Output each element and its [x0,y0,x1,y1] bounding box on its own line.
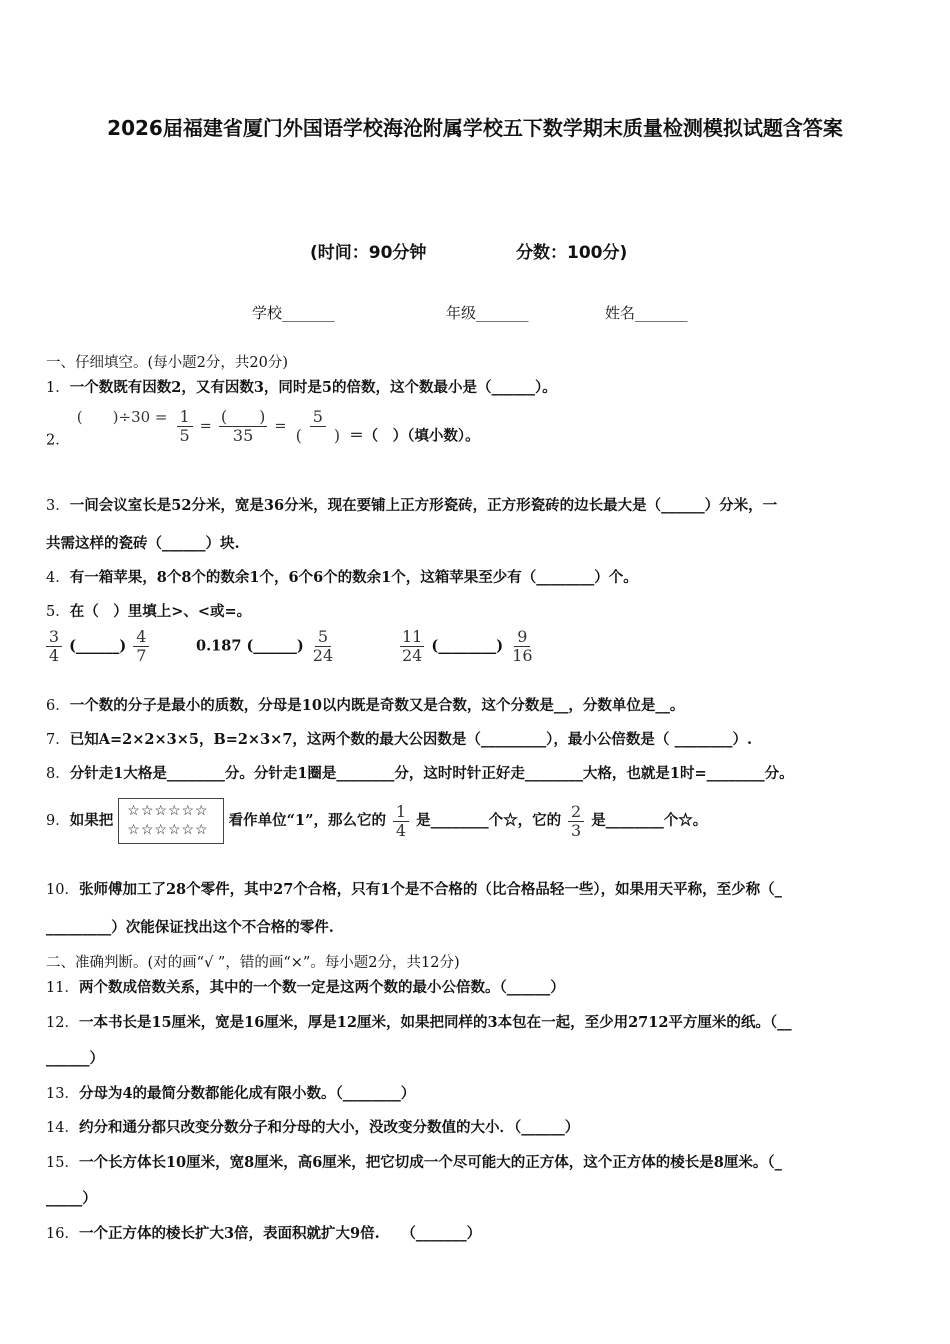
fraction-5-blank: $\frac{5}{( )}$ [295,407,341,445]
question-text: 张师傅加工了28个零件，其中27个合格，只有1个是不合格的（比合格品轻一些），如果用天平称，至少称（_ [78,881,782,898]
compare-blank: (______) [246,637,304,655]
stars-box [118,798,223,844]
question-13 [46,1082,415,1103]
question-10-continued: _________）次能保证找出这个不合格的零件. [46,919,334,936]
decimal-value: 0.187 [196,637,242,655]
question-text: 一个数的分子是最小的质数，分母是10以内既是奇数又是合数，这个分数是__，分数单位是__。 [69,697,685,714]
question-2 [46,408,480,450]
question-text: 如果把 [69,812,114,829]
question-1 [46,376,557,397]
question-text: 分针走1大格是________分。分针走1圈是________分，这时时针正好走________大格，也就是1时=________分。 [69,765,794,782]
equals-sign: = [274,418,287,435]
question-16 [46,1222,481,1243]
question-15 [46,1151,782,1172]
school-field: 学校_______ [252,304,335,322]
name-field: 姓名_______ [605,304,688,322]
question-text: 一本书长是15厘米，宽是16厘米，厚是12厘米，如果把同样的3本包在一起，至少用2712平方厘米的纸。（__ [78,1014,792,1031]
question-8 [46,762,794,783]
fraction-blank-35: $\frac{( )}{35}$ [220,407,266,445]
score-label: 分数：100分) [516,243,628,263]
fraction-1-4: $\frac{1}{4}$ [393,803,409,840]
question-6 [46,694,684,715]
question-3-continued: 共需这样的瓷砖（______）块. [46,535,240,552]
question-number: 16． [46,1226,79,1242]
question-text: 已知A=2×2×3×5，B=2×3×7，这两个数的最大公因数是（_________），最小公倍数是（ ________）. [69,731,753,748]
fraction-9-16: $\frac{9}{16}$ [512,627,533,665]
question-text: 一个正方体的棱长扩大3倍，表面积就扩大9倍. （_______） [78,1225,482,1242]
question-number: 11． [46,980,79,996]
question-text: 在（ ）里填上>、<或=。 [69,603,252,620]
question-number: 14． [46,1120,79,1136]
question-text: 分母为4的最简分数都能化成有限小数。（________） [78,1085,416,1102]
compare-a [44,628,151,665]
question-text: 一个数既有因数2，又有因数3，同时是5的倍数，这个数最小是（______）。 [69,379,557,396]
compare-blank: (________) [431,637,504,655]
document-title: 2026届福建省厦门外国语学校海沧附属学校五下数学期末质量检测模拟试题含答案 [107,116,843,140]
question-text: 一间会议室长是52分米，宽是36分米，现在要铺上正方形瓷砖，正方形瓷砖的边长最大是（______）分米，一 [69,497,778,514]
question-text: 两个数成倍数关系，其中的一个数一定是这两个数的最小公倍数。（______） [78,979,565,996]
question-number: 15． [46,1155,79,1171]
question-text: 约分和通分都只改变分数分子和分母的大小，没改变分数值的大小．（______） [78,1119,580,1136]
compare-b [196,628,337,665]
fraction-11-24: $\frac{11}{24}$ [402,627,423,665]
section2-heading: 二、准确判断。(对的画“√ ”，错的画“×”。每小题2分，共12分) [46,955,460,971]
question-number: 5． [46,604,70,620]
fraction-3-4: $\frac{3}{4}$ [46,628,62,665]
stars-row: ☆☆☆☆☆☆ [127,803,209,819]
question-number: 9． [46,813,70,829]
fraction-2-3: $\frac{2}{3}$ [568,803,584,840]
question-15-continued: _____） [46,1190,97,1207]
question-text: 看作单位“1”，那么它的 [228,812,386,829]
question-text: 一个长方体长10厘米，宽8厘米，高6厘米，把它切成一个尽可能大的正方体，这个正方体的棱长是8厘米。（_ [78,1154,782,1171]
question-number: 2． [46,432,70,449]
question-text: 有一箱苹果，8个8个的数余1个，6个6个的数余1个，这箱苹果至少有（________）个。 [69,569,638,586]
question-5 [46,600,251,621]
question-number: 7． [46,732,70,748]
question-number: 4． [46,570,70,586]
fraction-1-5: $\frac{1}{5}$ [177,408,193,445]
compare-c [398,628,537,665]
question-text: ＝（ ）（填小数）。 [349,427,480,445]
compare-blank: (______) [69,637,127,655]
equals-sign: = [199,418,212,435]
question-number: 13． [46,1086,79,1102]
question-7 [46,728,752,749]
question-12 [46,1011,792,1032]
question-text: 是________个☆。 [591,812,708,829]
question-text: 是________个☆，它的 [416,812,562,829]
question-number: 3． [46,498,70,514]
question-10 [46,878,782,899]
question-number: 10． [46,882,79,898]
question-number: 12． [46,1015,79,1031]
fraction-4-7: $\frac{4}{7}$ [133,628,149,665]
grade-field: 年级_______ [446,304,529,322]
question-4 [46,566,638,587]
question-9 [46,798,707,844]
time-label: (时间：90分钟 [310,243,427,263]
question-number: 8． [46,766,70,782]
question-14 [46,1116,579,1137]
question-3 [46,494,777,515]
question-11 [46,976,565,997]
section1-heading: 一、仔细填空。(每小题2分，共20分) [46,355,288,371]
fraction-5-24: $\frac{5}{24}$ [312,627,334,665]
question-12-continued: ______） [46,1050,104,1067]
q2-lead: ( )÷30 = [76,408,168,426]
stars-row: ☆☆☆☆☆☆ [127,822,209,838]
question-number: 6． [46,698,70,714]
question-number: 1． [46,380,70,396]
